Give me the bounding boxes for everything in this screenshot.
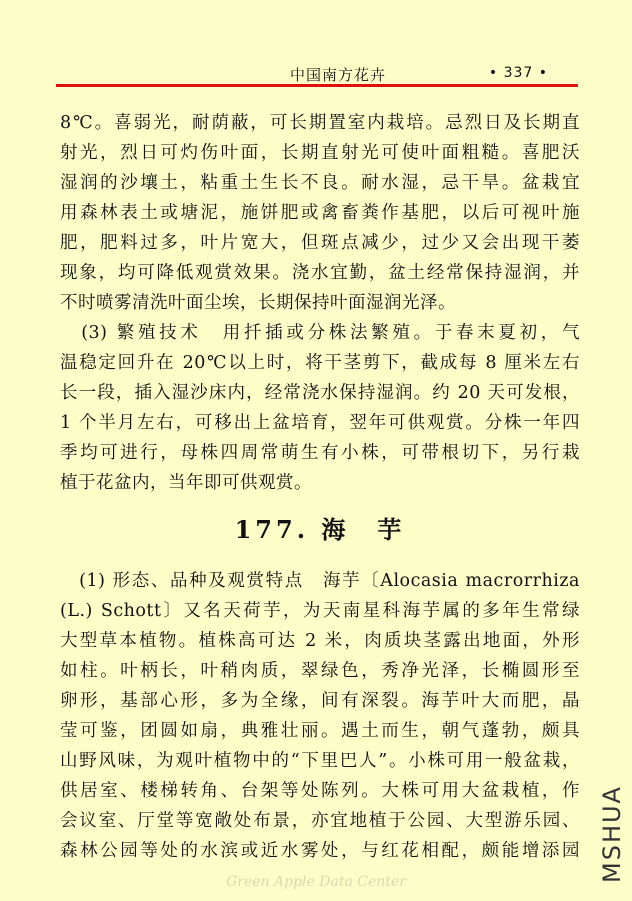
running-title: 中国南方花卉 bbox=[290, 66, 387, 84]
text-line: 长一段，插入湿沙床内，经常浇水保持湿润。约 20 天可发根， bbox=[60, 383, 580, 403]
text-line: 大型草本植物。植株高可达 2 米，肉质块茎露出地面，外形 bbox=[60, 631, 580, 651]
text-line: 如柱。叶柄长，叶稍肉质，翠绿色，秀净光泽，长椭圆形至 bbox=[60, 661, 580, 681]
text-line: 湿润的沙壤土，粘重土生长不良。耐水湿，忌干旱。盆栽宜 bbox=[60, 173, 580, 193]
text-line: 植于花盆内，当年即可供观赏。 bbox=[60, 473, 312, 493]
page-header bbox=[58, 64, 578, 84]
page-body bbox=[60, 108, 580, 866]
text-line: (1) 形态、品种及观赏特点 海芋〔Alocasia macrorrhiza bbox=[60, 571, 580, 591]
text-line: 温稳定回升在 20℃以上时，将干茎剪下，截成每 8 厘米左右 bbox=[60, 353, 580, 373]
text-line: 1 个半月左右，可移出上盆培育，翌年可供观赏。分株一年四 bbox=[60, 413, 580, 433]
text-line: 森林公园等处的水滨或近水雾处，与红花相配，颇能增添园 bbox=[60, 841, 580, 861]
header-rule bbox=[56, 84, 578, 87]
text-block-before bbox=[60, 108, 580, 498]
text-line: 射光，烈日可灼伤叶面，长期直射光可使叶面粗糙。喜肥沃 bbox=[60, 143, 580, 163]
text-line: 供居室、楼梯转角、台架等处陈列。大株可用大盆栽植，作 bbox=[60, 781, 580, 801]
text-line: 季均可进行，母株四周常萌生有小株，可带根切下，另行栽 bbox=[60, 443, 580, 463]
text-line: 用森林表土或塘泥，施饼肥或禽畜粪作基肥，以后可视叶施 bbox=[60, 203, 580, 223]
text-line: 山野风味，为观叶植物中的“下里巴人”。小株可用一般盆栽， bbox=[60, 751, 580, 771]
section-title: 177. 海 芋 bbox=[234, 515, 406, 544]
side-watermark bbox=[600, 782, 624, 882]
text-line: (L.) Schott〕又名天荷芋，为天南星科海芋属的多年生常绿 bbox=[60, 601, 580, 621]
text-line: 8℃。喜弱光，耐荫蔽，可长期置室内栽培。忌烈日及长期直 bbox=[60, 113, 580, 133]
text-line: 卵形，基部心形，多为全缘，间有深裂。海芋叶大而肥，晶 bbox=[60, 691, 580, 711]
text-line: 不时喷雾清洗叶面尘埃，长期保持叶面湿润光泽。 bbox=[60, 293, 456, 313]
text-block-after bbox=[60, 566, 580, 866]
text-line: 现象，均可降低观赏效果。浇水宜勤，盆土经常保持湿润，并 bbox=[60, 263, 580, 283]
page-number: • 337 • bbox=[488, 65, 548, 81]
text-line: 莹可鉴，团圆如扇，典雅壮丽。遇土而生，朝气蓬勃，颇具 bbox=[60, 721, 580, 741]
text-line: 肥，肥料过多，叶片宽大，但斑点减少，过少又会出现干萎 bbox=[60, 233, 580, 253]
side-watermark-text: MSHUA bbox=[598, 785, 626, 883]
text-line: (3) 繁殖技术 用扦插或分株法繁殖。于春末夏初，气 bbox=[60, 323, 580, 343]
text-line: 会议室、厅堂等宽敞处布景，亦宜地植于公园、大型游乐园、 bbox=[60, 811, 580, 831]
footer-watermark: Green Apple Data Center bbox=[226, 874, 406, 890]
